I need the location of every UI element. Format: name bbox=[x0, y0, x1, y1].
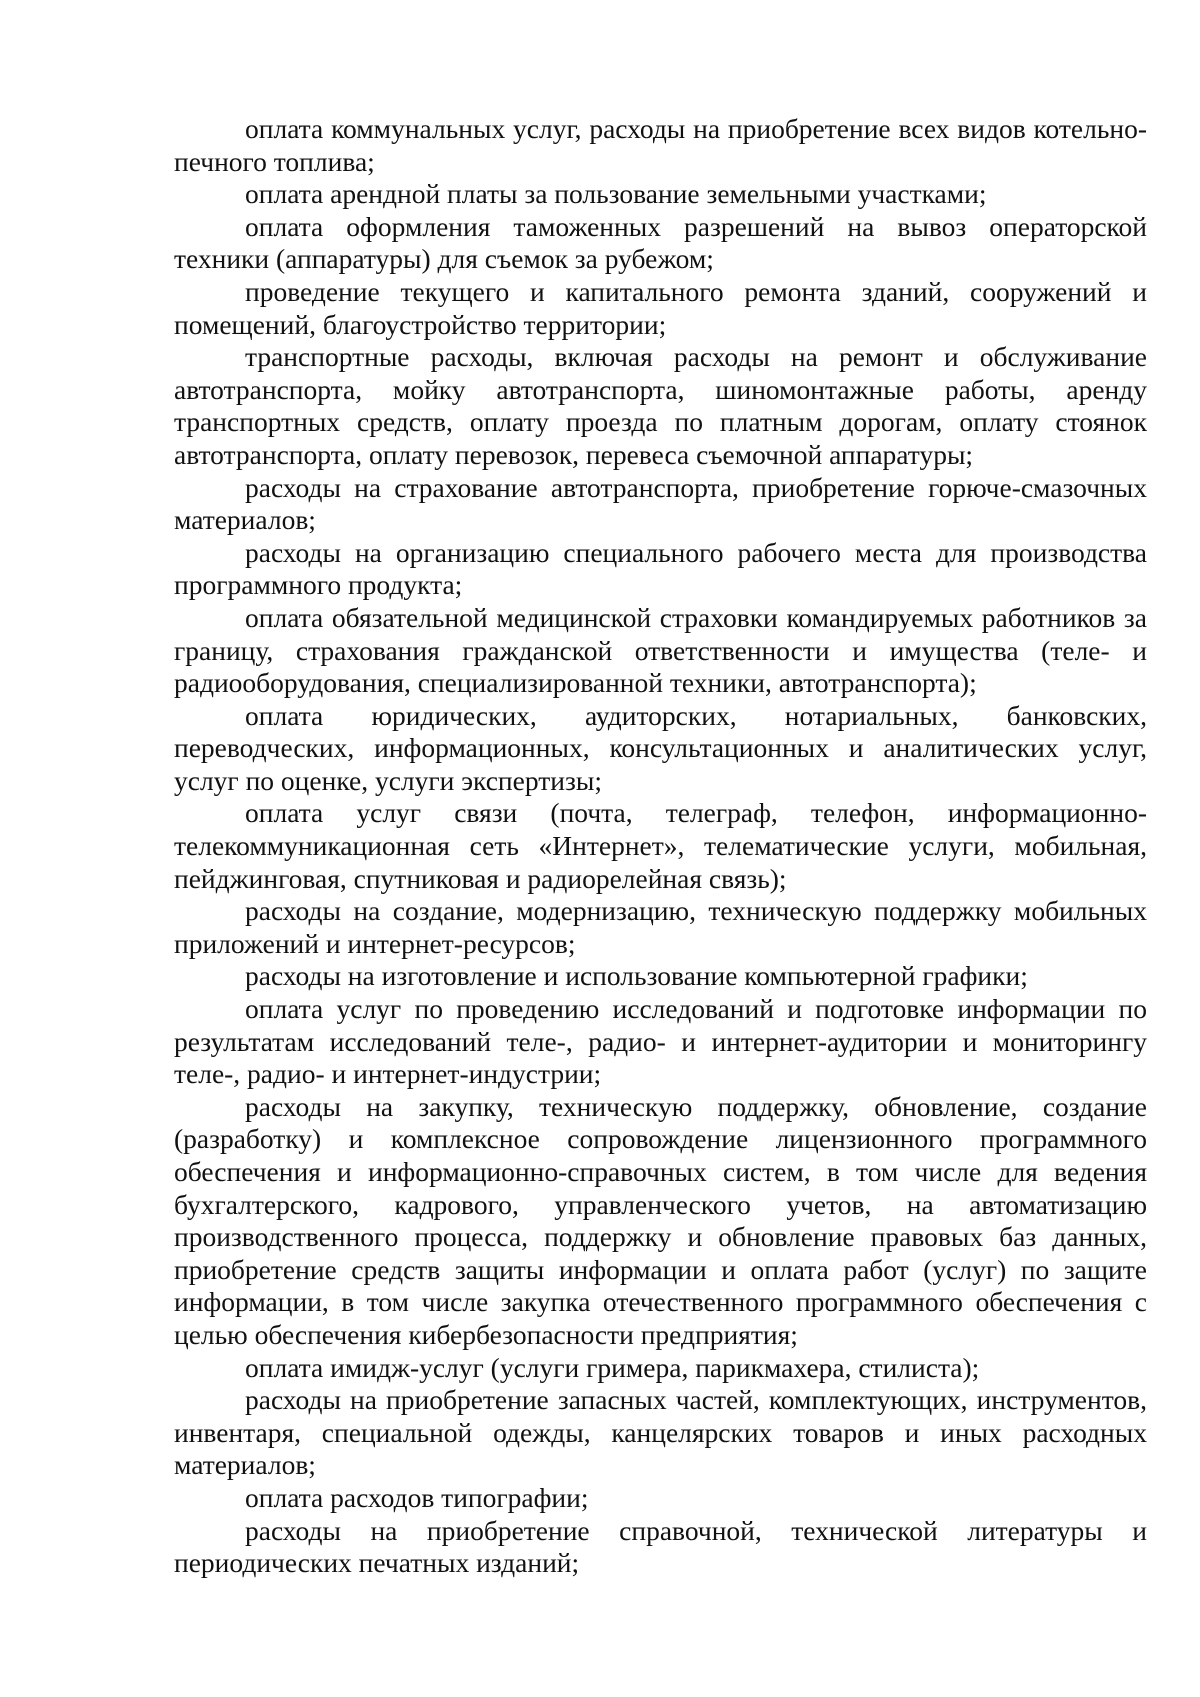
list-item: оплата расходов типографии; bbox=[245, 1481, 589, 1513]
document-page bbox=[174, 113, 1147, 1580]
list-item: проведение текущего и капитального ремонта зданий, сооружений и помещений, благоустройство территории; bbox=[174, 275, 1147, 340]
list-item: оплата коммунальных услуг, расходы на приобретение всех видов котельно-печного топлива; bbox=[174, 113, 1147, 177]
list-item: оплата имидж-услуг (услуги гримера, парикмахера, стилиста); bbox=[245, 1351, 980, 1383]
list-item: оплата обязательной медицинской страховки командируемых работников за границу, страхования гражданской ответственности и имущества (теле- и радиооборудования, специализированной техники, автотранспорта); bbox=[174, 601, 1147, 699]
list-item: оплата услуг по проведению исследований и подготовке информации по результатам исследований теле-, радио- и интернет-аудитории и мониторингу теле-, радио- и интернет-индустрии; bbox=[174, 993, 1147, 1090]
list-item: расходы на страхование автотранспорта, приобретение горюче-смазочных материалов; bbox=[174, 471, 1147, 536]
list-item: оплата оформления таможенных разрешений на вывоз операторской техники (аппаратуры) для съемок за рубежом; bbox=[174, 210, 1147, 275]
list-item: расходы на изготовление и использование компьютерной графики; bbox=[245, 960, 1028, 992]
list-item: оплата арендной платы за пользование земельными участками; bbox=[245, 178, 987, 210]
list-item: расходы на приобретение запасных частей, комплектующих, инструментов, инвентаря, специальной одежды, канцелярских товаров и иных расходных материалов; bbox=[174, 1384, 1147, 1481]
list-item: оплата юридических, аудиторских, нотариальных, банковских, переводческих, информационных, консультационных и аналитических услуг, услуг по оценке, услуги экспертизы; bbox=[174, 699, 1147, 796]
list-item: расходы на организацию специального рабочего места для производства программного продукта; bbox=[174, 536, 1147, 601]
list-item: расходы на приобретение справочной, технической литературы и периодических печатных изданий; bbox=[174, 1514, 1147, 1579]
list-item: оплата услуг связи (почта, телеграф, телефон, информационно-телекоммуникационная сеть «Интернет», телематические услуги, мобильная, пейджинговая, спутниковая и радиорелейная связь); bbox=[174, 797, 1147, 894]
list-item: расходы на закупку, техническую поддержку, обновление, создание (разработку) и комплексное сопровождение лицензионного программного обеспечения и информационно-справочных систем, в том числе для ведения бухгалтерского, кадрового, управленческого учетов, на автоматизацию производственного процесса, поддержку и обновление правовых баз данных, приобретение средств защиты информации и оплата работ (услуг) по защите информации, в том числе закупка отечественного программного обеспечения с целью обеспечения кибербезопасности предприятия; bbox=[174, 1090, 1147, 1350]
list-item: расходы на создание, модернизацию, техническую поддержку мобильных приложений и интернет-ресурсов; bbox=[174, 895, 1147, 959]
list-item: транспортные расходы, включая расходы на ремонт и обслуживание автотранспорта, мойку автотранспорта, шиномонтажные работы, аренду транспортных средств, оплату проезда по платным дорогам, оплату стоянок автотранспорта, оплату перевозок, перевеса съемочной аппаратуры; bbox=[174, 341, 1147, 470]
